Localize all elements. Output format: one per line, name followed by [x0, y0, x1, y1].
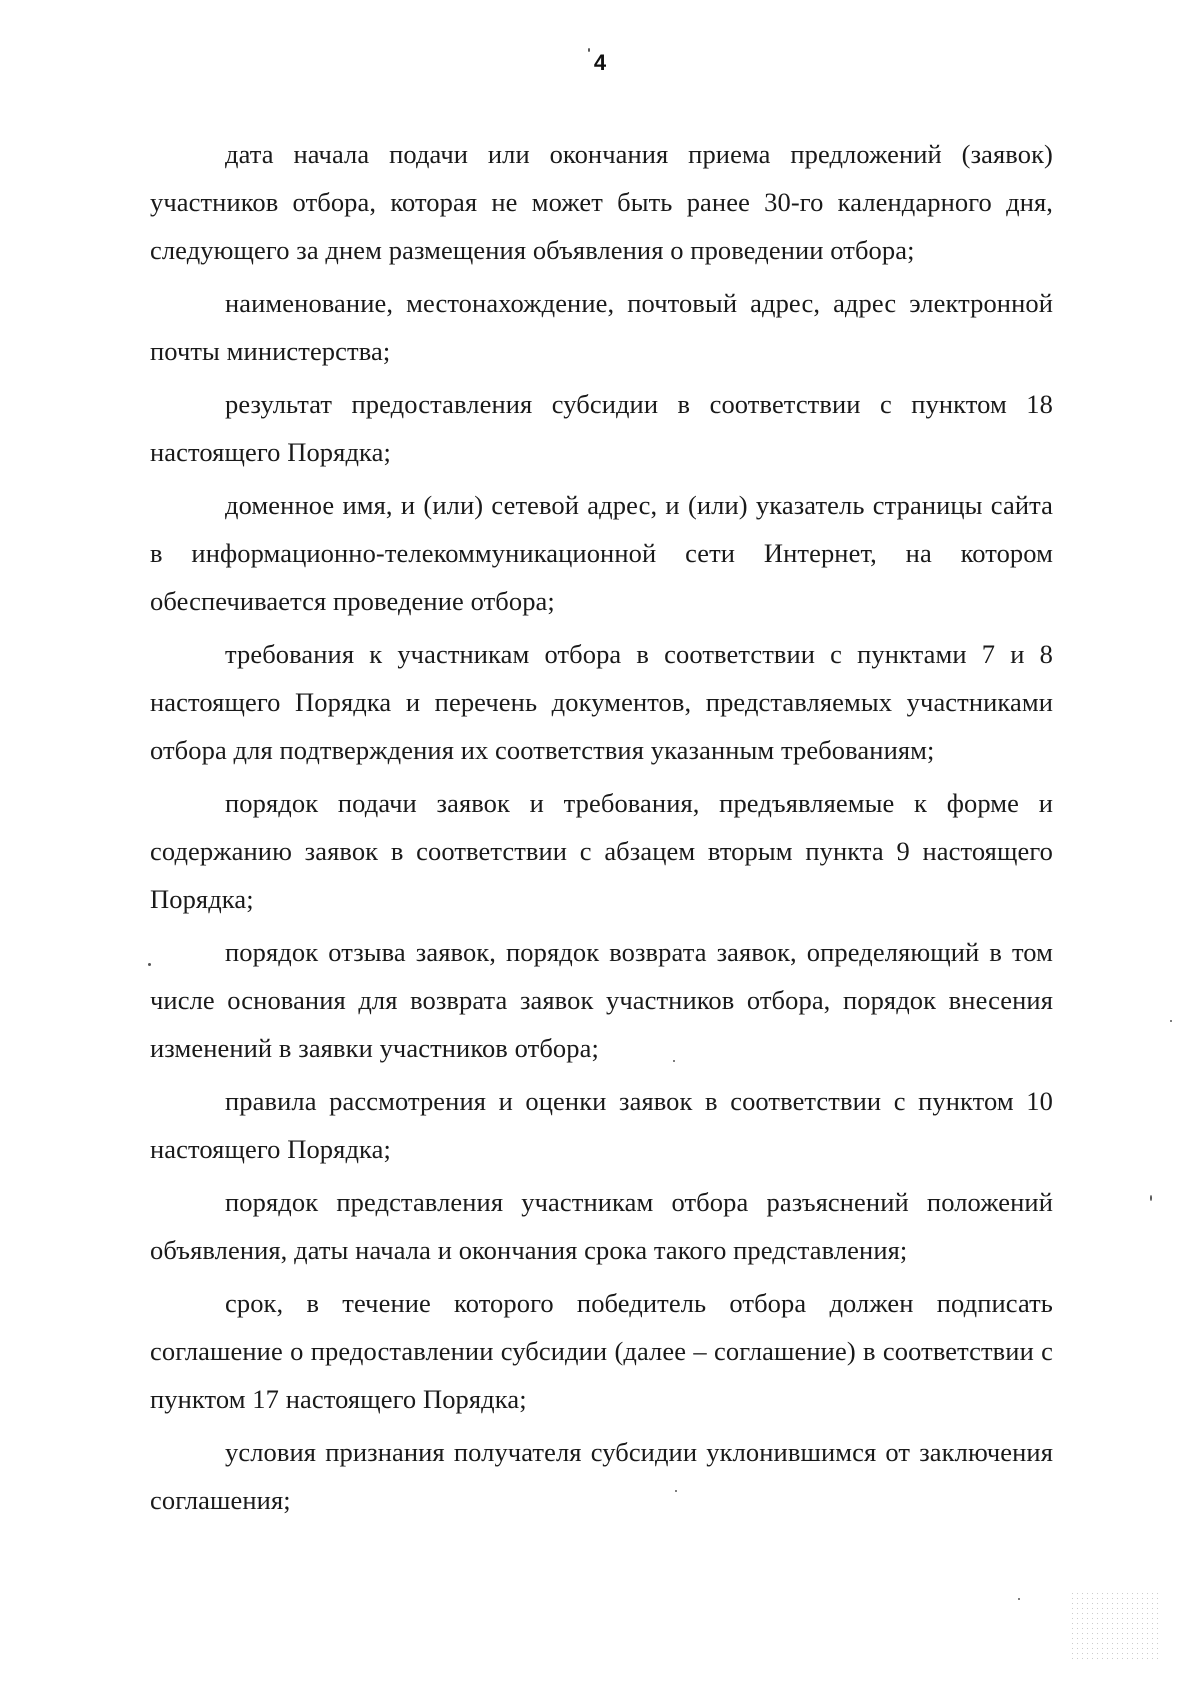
paragraph: порядок представления участникам отбора разъяснений положений объявления, даты начала и окончания срока такого представления;	[150, 1187, 1053, 1265]
paragraph: срок, в течение которого победитель отбора должен подписать соглашение о предоставлении субсидии (далее – соглашение) в соответствии с пунктом 17 настоящего Порядка;	[150, 1288, 1053, 1414]
scan-speck	[673, 1060, 675, 1062]
paragraph: правила рассмотрения и оценки заявок в соответствии с пунктом 10 настоящего Порядка;	[150, 1086, 1053, 1164]
paragraph: требования к участникам отбора в соответствии с пунктами 7 и 8 настоящего Порядка и перечень документов, представляемых участниками отбора для подтверждения их соответствия указанным требованиям;	[150, 639, 1053, 765]
paragraph: порядок отзыва заявок, порядок возврата заявок, определяющий в том числе основания для возврата заявок участников отбора, порядок внесения изменений в заявки участников отбора;	[150, 937, 1053, 1063]
page-number: 4	[593, 50, 607, 75]
paragraph: доменное имя, и (или) сетевой адрес, и (или) указатель страницы сайта в информационно-телекоммуникационной сети Интернет, на котором обеспечивается проведение отбора;	[150, 490, 1053, 616]
scan-speck	[1018, 1598, 1020, 1600]
scan-speck	[148, 963, 151, 966]
scan-speck	[588, 48, 590, 52]
scan-speck	[1150, 1195, 1152, 1201]
scan-speck	[1170, 1020, 1172, 1022]
paragraph: условия признания получателя субсидии уклонившимся от заключения соглашения;	[150, 1437, 1053, 1515]
paragraph: дата начала подачи или окончания приема предложений (заявок) участников отбора, которая не может быть ранее 30-го календарного дня, следующего за днем размещения объявления о проведении отбора;	[150, 139, 1053, 265]
paragraph: порядок подачи заявок и требования, предъявляемые к форме и содержанию заявок в соответствии с абзацем вторым пункта 9 настоящего Порядка;	[150, 788, 1053, 914]
paragraph: результат предоставления субсидии в соответствии с пунктом 18 настоящего Порядка;	[150, 389, 1053, 467]
scan-noise	[1070, 1591, 1160, 1661]
document-body	[150, 130, 1053, 1529]
paragraph: наименование, местонахождение, почтовый адрес, адрес электронной почты министерства;	[150, 288, 1053, 366]
scan-speck	[675, 1490, 677, 1492]
